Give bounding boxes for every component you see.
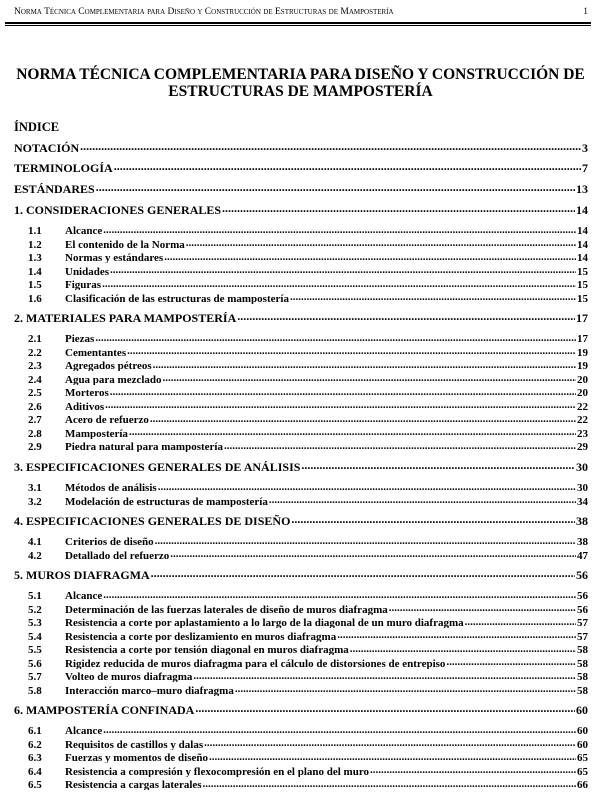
toc-entry-page: 56 — [576, 568, 588, 582]
toc-subsection[interactable] — [14, 439, 588, 452]
toc-subsection[interactable] — [14, 385, 588, 398]
toc-entry-label: Criterios de diseño — [65, 536, 154, 547]
toc-subsection[interactable] — [14, 588, 588, 601]
toc-subsection[interactable] — [14, 291, 588, 304]
toc-entry-number: 1.5 — [28, 279, 42, 291]
dot-leader — [105, 399, 576, 410]
toc-subsection[interactable] — [14, 777, 588, 790]
toc-entry-page: 38 — [577, 536, 588, 547]
dot-leader — [350, 642, 576, 653]
toc-subsection[interactable] — [14, 264, 588, 277]
toc-entry-label: Alcance — [65, 225, 103, 236]
toc-entry-label: Mampostería — [65, 427, 128, 439]
toc-entry-number: 1.1 — [28, 225, 42, 236]
header-rule-thick — [5, 22, 591, 24]
toc-entry-label: Aditivos — [65, 400, 105, 412]
toc-entry-number: 5.1 — [28, 590, 42, 601]
toc-entry-label: Agregados pétreos — [65, 360, 152, 372]
toc-entry-label: 6. MAMPOSTERÍA CONFINADA — [14, 703, 195, 717]
toc-subsection[interactable] — [14, 399, 588, 412]
toc-entry-page: 14 — [576, 203, 588, 217]
toc-entry-label: Figuras — [65, 279, 102, 291]
toc-entry-label: Resistencia a compresión y flexocompresión en el plano del muro — [65, 765, 370, 777]
toc-entry-number: 1.3 — [28, 252, 42, 264]
document-title — [0, 66, 601, 100]
toc-entry-number: 2.2 — [28, 346, 42, 358]
toc-subsection[interactable] — [14, 372, 588, 385]
toc-entry-number: 4.2 — [28, 549, 42, 561]
toc-entry-page: 57 — [577, 630, 588, 642]
toc-entry-page: 7 — [582, 161, 588, 175]
toc-front-entry[interactable] — [14, 181, 588, 196]
toc-subsection[interactable] — [14, 548, 588, 561]
toc-entry-number: 6.5 — [28, 779, 42, 791]
dot-leader — [269, 494, 576, 505]
toc-subsection[interactable] — [14, 480, 588, 493]
toc-entry-number: 5.4 — [28, 630, 42, 642]
dot-leader — [151, 567, 575, 579]
toc-subsection[interactable] — [14, 723, 588, 736]
toc-subsection[interactable] — [14, 534, 588, 547]
toc-entry-label: Métodos de análisis — [65, 482, 157, 493]
toc-entry-number: 2.8 — [28, 427, 42, 439]
toc-entry-label: TERMINOLOGÍA — [14, 161, 113, 175]
toc-entry-label: 2. MATERIALES PARA MAMPOSTERÍA — [14, 311, 237, 325]
dot-leader — [291, 513, 575, 525]
toc-entry-number: 2.1 — [28, 333, 42, 344]
toc-entry-label: Resistencia a corte por aplastamiento a lo largo de la diagonal de un muro diafragma — [65, 617, 464, 629]
toc-entry-page: 60 — [577, 738, 588, 750]
toc-front-entry[interactable] — [14, 140, 588, 155]
toc-entry-label: ESTÁNDARES — [14, 182, 95, 196]
toc-entry-label: Clasificación de las estructuras de mampostería — [65, 292, 289, 304]
toc-entry-label: Normas y estándares — [65, 252, 164, 264]
toc-entry-page: 20 — [577, 373, 588, 385]
dot-leader — [150, 412, 576, 423]
toc-entry-page: 66 — [577, 779, 588, 791]
toc-subsection[interactable] — [14, 656, 588, 669]
toc-entry-number: 2.4 — [28, 373, 42, 385]
toc-subsection[interactable] — [14, 345, 588, 358]
dot-leader — [95, 331, 576, 342]
toc-entry-label: Cementantes — [65, 346, 127, 358]
toc-subsection[interactable] — [14, 426, 588, 439]
toc-entry-label: Resistencia a corte por deslizamiento en muros diafragma — [65, 630, 337, 642]
toc-entry-page: 58 — [577, 684, 588, 696]
dot-leader — [237, 310, 575, 322]
toc-entry-page: 56 — [577, 590, 588, 601]
toc-entry-number: 2.5 — [28, 387, 42, 399]
toc-section[interactable] — [14, 310, 588, 325]
toc-entry-page: 22 — [577, 400, 588, 412]
toc-entry-number: 2.6 — [28, 400, 42, 412]
toc-entry-label: Alcance — [65, 725, 103, 736]
toc-entry-page: 17 — [577, 333, 588, 344]
toc-subsection[interactable] — [14, 642, 588, 655]
dot-leader — [102, 277, 576, 288]
toc-entry-page: 47 — [577, 549, 588, 561]
toc-entry-page: 34 — [577, 495, 588, 507]
dot-leader — [127, 345, 576, 356]
toc-entry-label: Alcance — [65, 590, 103, 601]
toc-subsection[interactable] — [14, 629, 588, 642]
toc-entry-number: 1.2 — [28, 238, 42, 250]
toc-entry-label: Rigidez reducida de muros diafragma para el cálculo de distorsiones de entrepiso — [65, 657, 446, 669]
toc-entry-label: Acero de refuerzo — [65, 414, 149, 426]
toc-entry-number: 5.8 — [28, 684, 42, 696]
toc-entry-label: Unidades — [65, 265, 110, 277]
toc-entry-number: 3.2 — [28, 495, 42, 507]
dot-leader — [110, 385, 576, 396]
toc-entry-number: 2.7 — [28, 414, 42, 426]
dot-leader — [170, 548, 576, 559]
dot-leader — [158, 480, 576, 491]
toc-entry-number: 5.6 — [28, 657, 42, 669]
toc-entry-page: 20 — [577, 387, 588, 399]
toc-entry-page: 19 — [577, 346, 588, 358]
toc-entry-number: 6.4 — [28, 765, 42, 777]
toc-entry-label: 5. MUROS DIAFRAGMA — [14, 568, 150, 582]
document-title-line-1: NORMA TÉCNICA COMPLEMENTARIA PARA DISEÑO Y CONSTRUCCIÓN DE — [16, 66, 585, 83]
dot-leader — [446, 656, 576, 667]
toc-entry-number: 6.3 — [28, 752, 42, 764]
toc-front-entry[interactable] — [14, 160, 588, 175]
toc-subsection[interactable] — [14, 250, 588, 263]
toc-entry-page: 65 — [577, 752, 588, 764]
toc-entry-page: 30 — [577, 482, 588, 493]
toc-entry-page: 65 — [577, 765, 588, 777]
dot-leader — [193, 669, 576, 680]
toc-entry-label: Determinación de las fuerzas laterales de diseño de muros diafragma — [65, 603, 388, 615]
toc-entry-label: Agua para mezclado — [65, 373, 162, 385]
toc-entry-label: Detallado del refuerzo — [65, 549, 170, 561]
page-number: 1 — [583, 7, 588, 17]
toc-entry-number: 5.7 — [28, 671, 42, 683]
toc-entry-page: 58 — [577, 644, 588, 656]
dot-leader — [110, 264, 576, 275]
dot-leader — [465, 615, 576, 626]
dot-leader — [153, 358, 576, 369]
dot-leader — [209, 750, 576, 761]
toc-entry-page: 57 — [577, 617, 588, 629]
dot-leader — [195, 702, 575, 714]
toc-entry-number: 3.1 — [28, 482, 42, 493]
dot-leader — [235, 683, 576, 694]
toc-subsection[interactable] — [14, 331, 588, 344]
toc-entry-page: 22 — [577, 414, 588, 426]
toc-entry-page: 29 — [577, 441, 588, 453]
toc-entry-label: Piezas — [65, 333, 95, 344]
toc-entry-label: Requisitos de castillos y dalas — [65, 738, 204, 750]
toc-entry-page: 15 — [577, 265, 588, 277]
toc-entry-page: 17 — [576, 311, 588, 325]
dot-leader — [301, 459, 575, 471]
toc-subsection[interactable] — [14, 412, 588, 425]
toc-entry-label: 3. ESPECIFICACIONES GENERALES DE ANÁLISIS — [14, 460, 301, 474]
dot-leader — [96, 181, 575, 193]
dot-leader — [290, 291, 576, 302]
toc-entry-number: 2.9 — [28, 441, 42, 453]
toc-entry-number: 6.1 — [28, 725, 42, 736]
toc-entry-number: 5.3 — [28, 617, 42, 629]
toc-subsection[interactable] — [14, 494, 588, 507]
dot-leader — [337, 629, 576, 640]
dot-leader — [186, 237, 576, 248]
dot-leader — [203, 777, 576, 788]
dot-leader — [224, 439, 576, 450]
toc-entry-page: 3 — [582, 141, 588, 155]
dot-leader — [103, 223, 576, 234]
toc-entry-number: 6.2 — [28, 738, 42, 750]
toc-entry-label: El contenido de la Norma — [65, 238, 185, 250]
toc-subsection[interactable] — [14, 764, 588, 777]
toc-entry-page: 14 — [577, 225, 588, 236]
toc-entry-number: 5.5 — [28, 644, 42, 656]
toc-entry-page: 14 — [577, 238, 588, 250]
dot-leader — [129, 426, 576, 437]
dot-leader — [103, 723, 576, 734]
dot-leader — [103, 588, 576, 599]
dot-leader — [222, 202, 575, 214]
toc-entry-page: 15 — [577, 279, 588, 291]
toc-entry-label: NOTACIÓN — [14, 141, 80, 155]
toc-entry-number: 2.3 — [28, 360, 42, 372]
running-header — [14, 7, 588, 21]
toc-section[interactable] — [14, 513, 588, 528]
toc-section[interactable] — [14, 202, 588, 217]
dot-leader — [80, 140, 581, 152]
dot-leader — [155, 534, 576, 545]
toc-entry-page: 60 — [576, 703, 588, 717]
toc-entry-label: Volteo de muros diafragma — [65, 671, 193, 683]
toc-entry-page: 30 — [576, 460, 588, 474]
dot-leader — [114, 160, 581, 172]
toc-entry-number: 4.1 — [28, 536, 42, 547]
toc-entry-page: 15 — [577, 292, 588, 304]
header-rule-thin — [5, 25, 591, 26]
toc-subsection[interactable] — [14, 602, 588, 615]
toc-entry-number: 1.6 — [28, 292, 42, 304]
toc-entry-page: 38 — [576, 514, 588, 528]
toc-subsection[interactable] — [14, 669, 588, 682]
toc-entry-page: 14 — [577, 252, 588, 264]
toc-entry-number: 5.2 — [28, 603, 42, 615]
dot-leader — [370, 764, 576, 775]
toc-entry-label: Resistencia a cargas laterales — [65, 779, 202, 791]
toc-entry-label: Fuerzas y momentos de diseño — [65, 752, 208, 764]
dot-leader — [204, 737, 576, 748]
toc-entry-label: 4. ESPECIFICACIONES GENERALES DE DISEÑO — [14, 514, 291, 528]
document-title-line-2: ESTRUCTURAS DE MAMPOSTERÍA — [168, 83, 433, 100]
toc-entry-label: Piedra natural para mampostería — [65, 441, 223, 453]
toc-entry-label: Interacción marco–muro diafragma — [65, 684, 234, 696]
toc-entry-label: Morteros — [65, 387, 109, 399]
toc-subsection[interactable] — [14, 750, 588, 763]
toc-entry-page: 13 — [576, 182, 588, 196]
toc-subsection[interactable] — [14, 615, 588, 628]
toc-section[interactable] — [14, 567, 588, 582]
toc-entry-label: Resistencia a corte por tensión diagonal en muros diafragma — [65, 644, 349, 656]
toc-subsection[interactable] — [14, 223, 588, 236]
toc-entry-page: 58 — [577, 657, 588, 669]
toc-section[interactable] — [14, 702, 588, 717]
dot-leader — [163, 372, 576, 383]
toc-entry-page: 58 — [577, 671, 588, 683]
toc-entry-label: Modelación de estructuras de mampostería — [65, 495, 268, 507]
toc-subsection[interactable] — [14, 737, 588, 750]
toc-subsection[interactable] — [14, 237, 588, 250]
toc-subsection[interactable] — [14, 358, 588, 371]
running-title: Norma Técnica Complementaria para Diseño y Construcción de Estructuras de Mampostería — [14, 7, 394, 17]
toc-subsection[interactable] — [14, 683, 588, 696]
toc-entry-number: 1.4 — [28, 265, 42, 277]
toc-entry-page: 23 — [577, 427, 588, 439]
toc-entry-page: 19 — [577, 360, 588, 372]
dot-leader — [164, 250, 576, 261]
toc-subsection[interactable] — [14, 277, 588, 290]
toc-section[interactable] — [14, 459, 588, 474]
toc-entry-label: 1. CONSIDERACIONES GENERALES — [14, 203, 222, 217]
toc-entry-page: 60 — [577, 725, 588, 736]
index-heading: ÍNDICE — [14, 120, 60, 134]
dot-leader — [389, 602, 576, 613]
toc-entry-page: 56 — [577, 603, 588, 615]
